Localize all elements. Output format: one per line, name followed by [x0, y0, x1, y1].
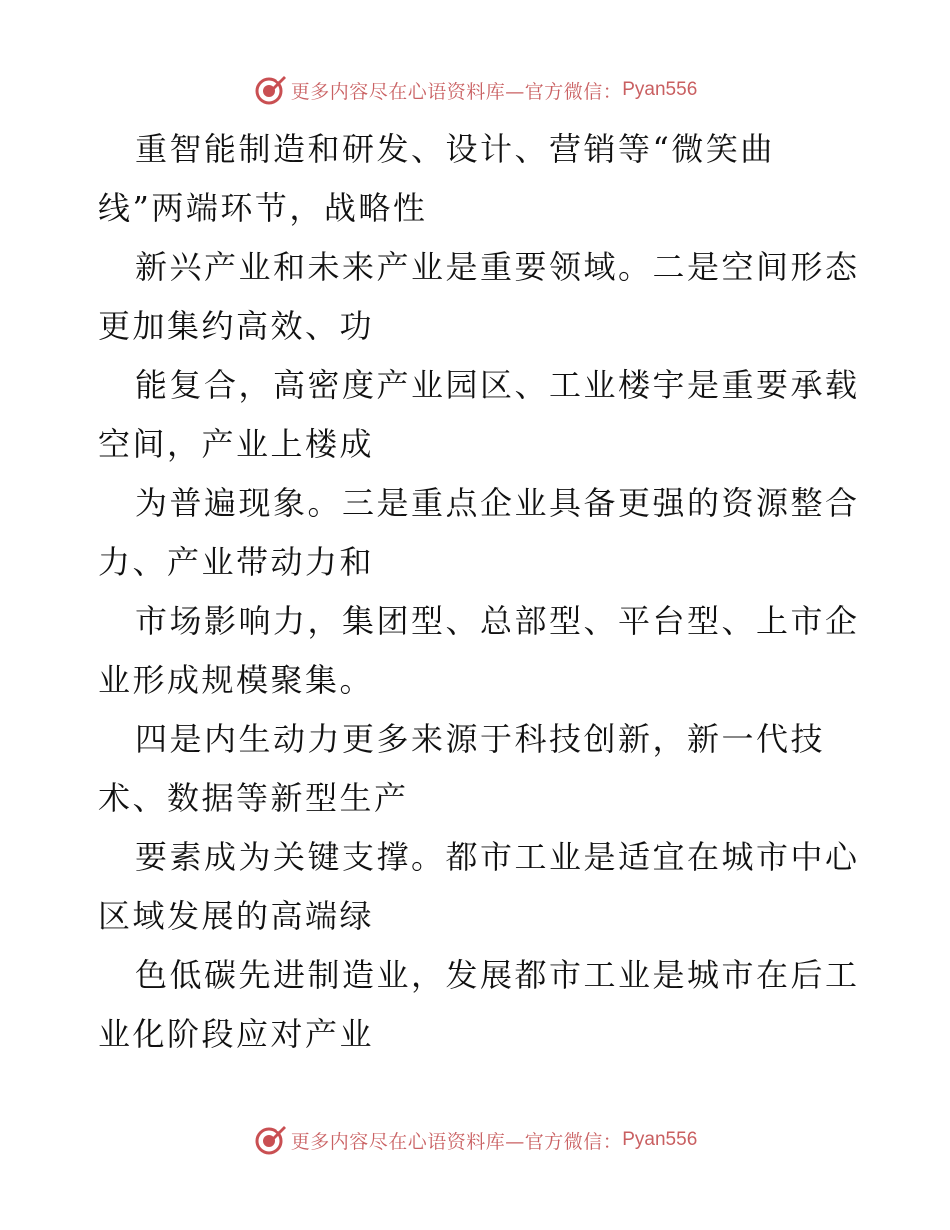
document-body [98, 120, 858, 1064]
body-line: 力、产业带动力和 [98, 543, 375, 581]
body-line: 线”两端环节，战略性 [98, 189, 428, 227]
footer-banner-text: 更多内容尽在心语资料库—官方微信： [290, 1130, 623, 1153]
body-line: 区域发展的高端绿 [98, 897, 375, 935]
body-line: 新兴产业和未来产业是重要领域。二是空间形态 [135, 248, 860, 286]
body-line: 市场影响力，集团型、总部型、平台型、上市企 [135, 602, 860, 640]
body-line: 更加集约高效、功 [98, 307, 375, 345]
footer-watermark-banner [0, 1120, 950, 1160]
body-line: 重智能制造和研发、设计、营销等“微笑曲 [135, 130, 775, 168]
body-line: 要素成为关键支撑。都市工业是适宜在城市中心 [135, 838, 860, 876]
body-line: 空间，产业上楼成 [98, 425, 375, 463]
body-line: 四是内生动力更多来源于科技创新，新一代技 [135, 720, 826, 758]
body-line: 色低碳先进制造业，发展都市工业是城市在后工 [135, 956, 860, 994]
body-line: 业化阶段应对产业 [98, 1015, 375, 1053]
header-banner-wechat-id: Pyan556 [622, 79, 698, 100]
quill-seal-logo-icon [253, 1123, 287, 1157]
body-line: 术、数据等新型生产 [98, 779, 409, 817]
body-line: 为普遍现象。三是重点企业具备更强的资源整合 [135, 484, 860, 522]
header-watermark-banner [0, 70, 950, 110]
body-line: 业形成规模聚集。 [98, 661, 375, 699]
footer-banner-wechat-id: Pyan556 [622, 1129, 698, 1150]
header-banner-text: 更多内容尽在心语资料库—官方微信： [290, 80, 623, 103]
body-line: 能复合，高密度产业园区、工业楼宇是重要承载 [135, 366, 860, 404]
quill-seal-logo-icon [253, 73, 287, 107]
